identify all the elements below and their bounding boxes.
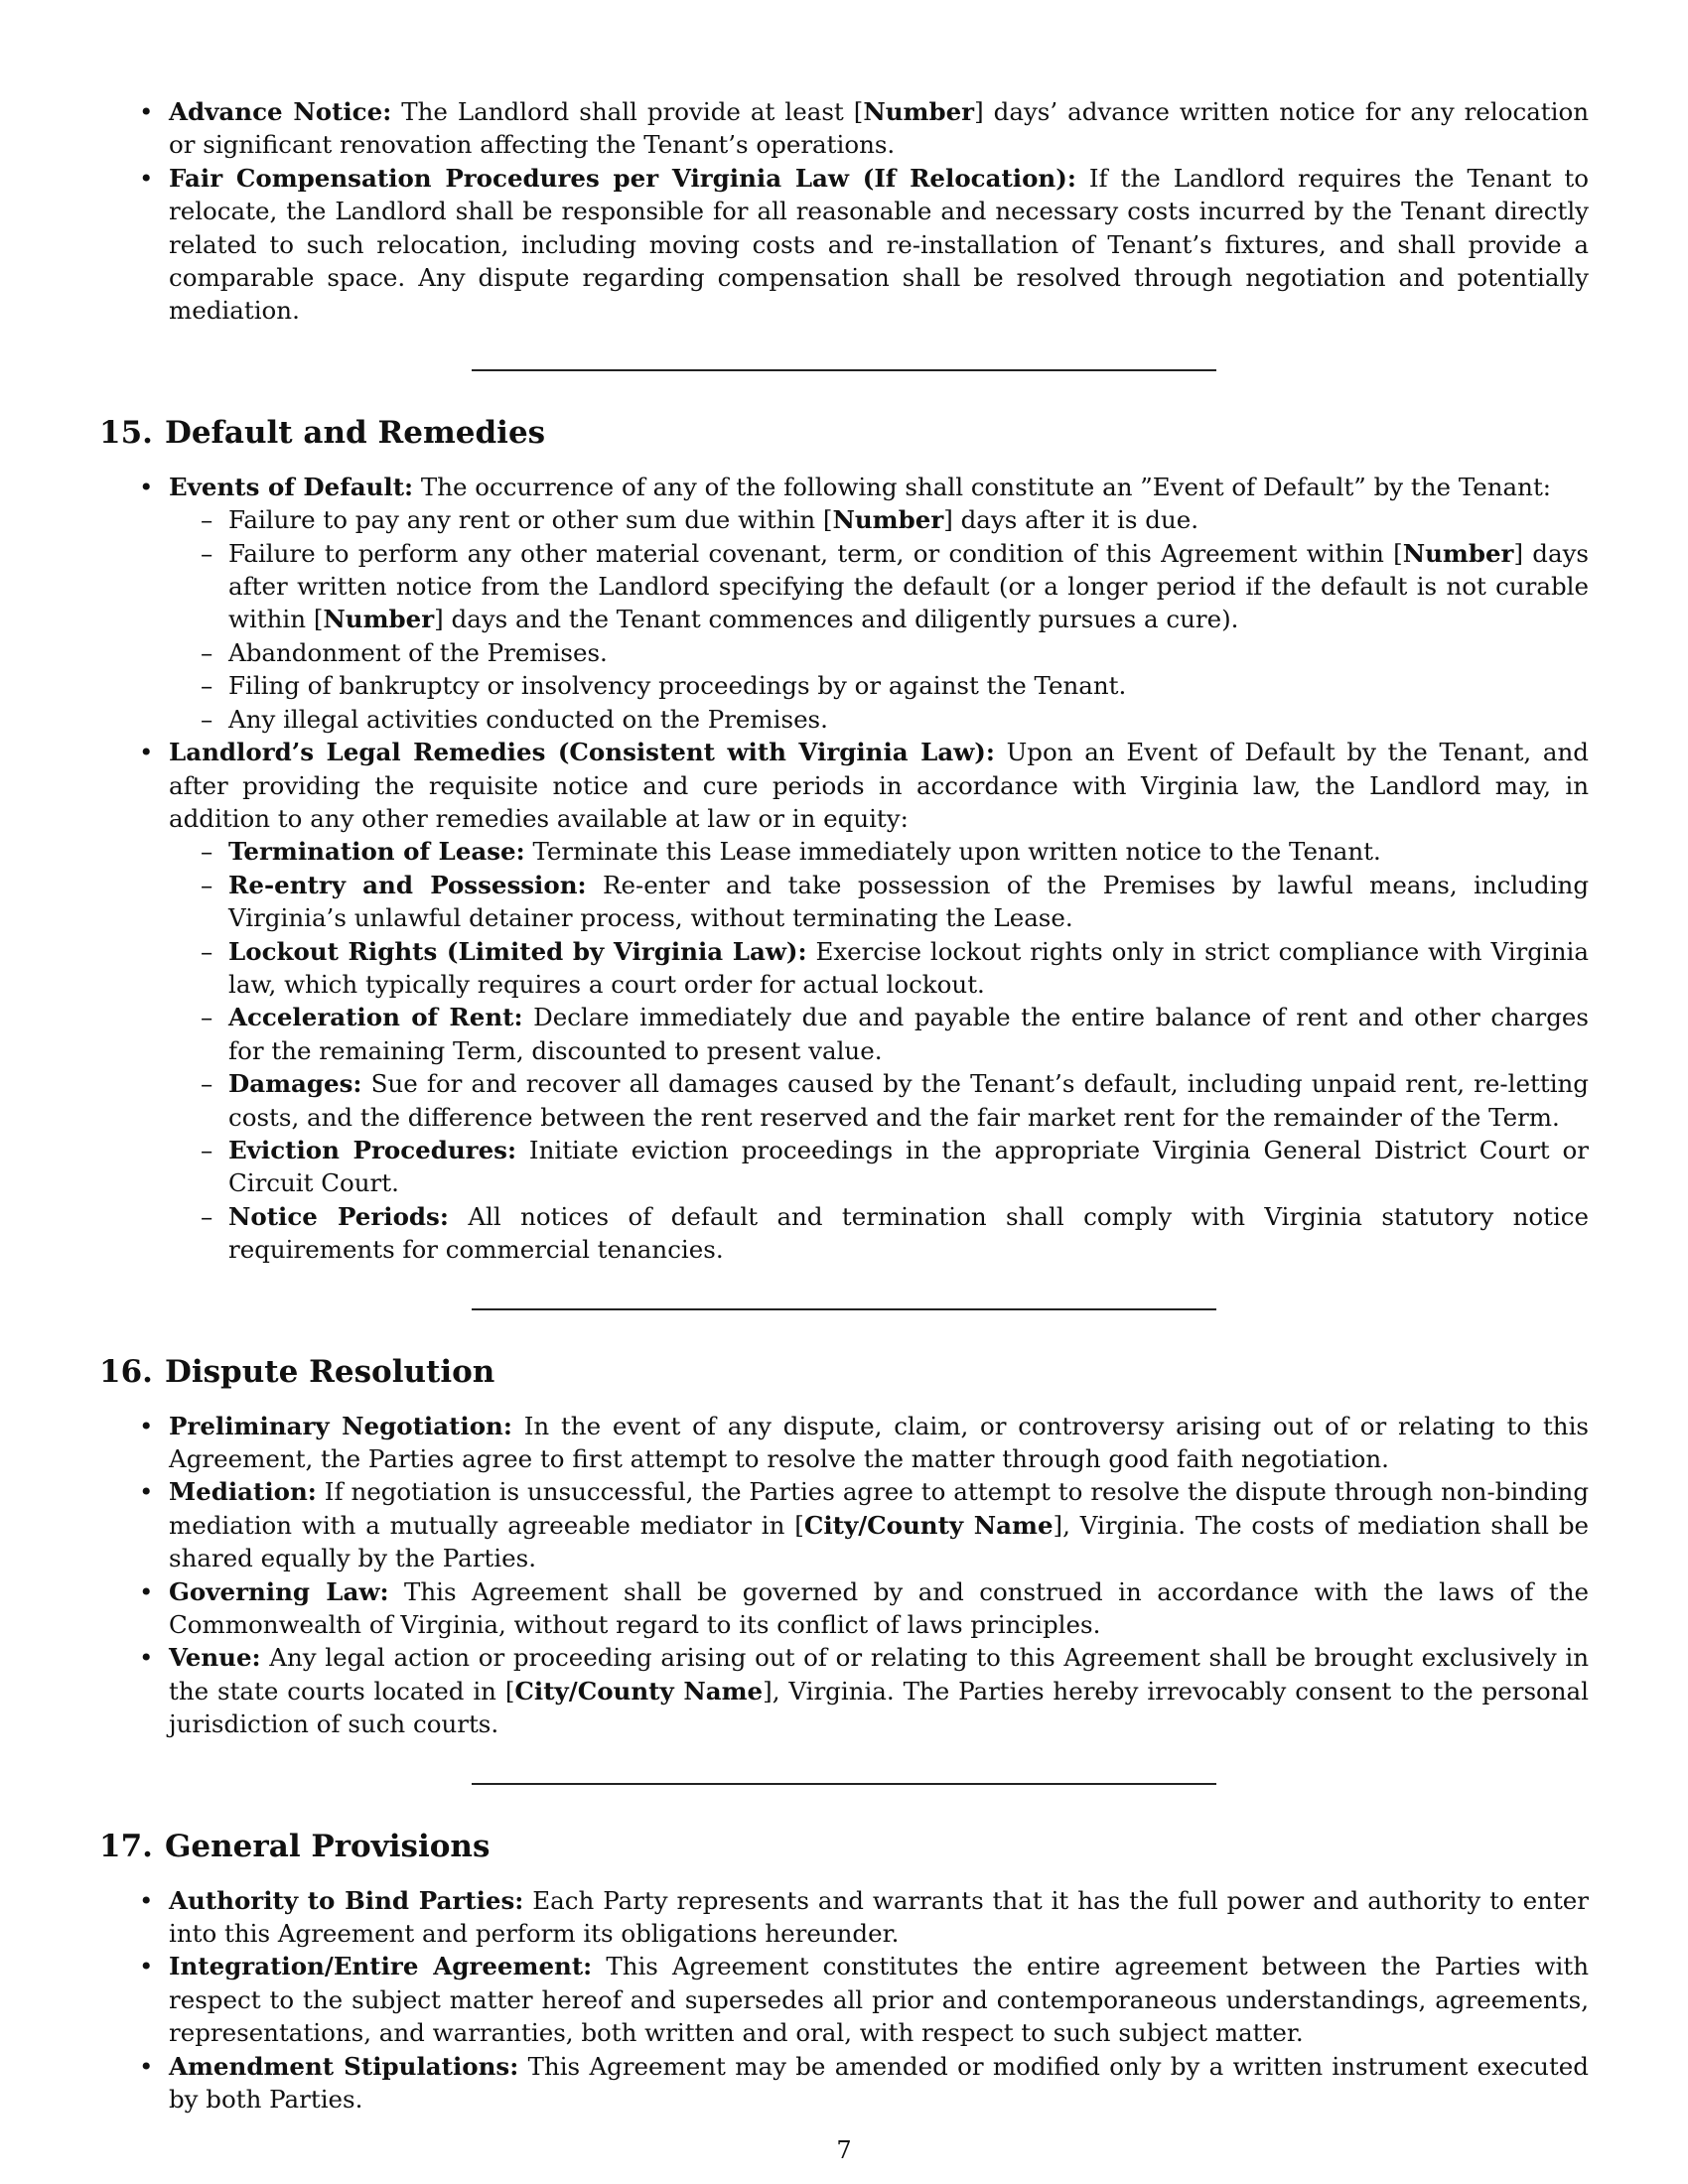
governing-law-item: • Governing Law: This Agreement shall be governed by and construed in accordance with the laws of the Commonwealth of Virginia, without regard to its conflict of laws principles. (99, 1575, 1589, 1642)
list-item: – Notice Periods: All notices of default and termination shall comply with Virginia statutory notice requirements for commercial tenancies. (169, 1200, 1589, 1267)
item-label: Lockout Rights (Limited by Virginia Law): (228, 936, 807, 966)
placeholder-field: City/County Name (514, 1676, 764, 1706)
mediation-item: • Mediation: If negotiation is unsuccessful, the Parties agree to attempt to resolve the dispute through non-binding mediation with a mutually agreeable mediator in [City/County Name], Virginia. The costs of mediation shall be shared equally by the Parties. (99, 1475, 1589, 1574)
item-label: Fair Compensation Procedures per Virginia Law (If Relocation): (169, 163, 1076, 193)
item-label: Termination of Lease: (228, 837, 525, 867)
remedies-sublist (169, 835, 1589, 1266)
venue-item: • Venue: Any legal action or proceeding arising out of or relating to this Agreement shall be brought exclusively in the state courts located in [City/County Name], Virginia. The Parties hereby irrevocably consent to the personal jurisdiction of such courts. (99, 1641, 1589, 1740)
list-item: – Failure to perform any other material covenant, term, or condition of this Agreement within [Number] days after written notice from the Landlord specifying the default (or a longer period if the default is not curable within [Number] days and the Tenant commences and diligently pursues a cure). (169, 537, 1589, 636)
list-item: – Filing of bankruptcy or insolvency proceedings by or against the Tenant. (169, 669, 1589, 702)
item-label: Preliminary Negotiation: (169, 1411, 512, 1440)
authority-item: • Authority to Bind Parties: Each Party represents and warrants that it has the full power and authority to enter into this Agreement and perform its obligations hereunder. (99, 1884, 1589, 1951)
item-label: Venue: (169, 1643, 261, 1673)
placeholder-field: Number (1402, 538, 1514, 568)
section-divider (472, 1308, 1216, 1310)
section-heading-15: 15. Default and Remedies (99, 414, 546, 451)
advance-notice-item: • Advance Notice: The Landlord shall provide at least [Number] days’ advance written notice for any relocation or significant renovation affecting the Tenant’s operations. (99, 95, 1589, 162)
placeholder-field: City/County Name (803, 1510, 1054, 1540)
item-label: Re-entry and Possession: (228, 870, 587, 899)
preliminary-negotiation-item: • Preliminary Negotiation: In the event of any dispute, claim, or controversy arising out of or relating to this Agreement, the Parties agree to first attempt to resolve the matter through good faith negotiation. (99, 1410, 1589, 1476)
list-item: – Abandonment of the Premises. (169, 636, 1589, 669)
list-item: – Damages: Sue for and recover all damages caused by the Tenant’s default, including unpaid rent, re-letting costs, and the difference between the rent reserved and the fair market rent for the remainder of the Term. (169, 1067, 1589, 1134)
section-17-list (99, 1884, 1589, 2116)
page-content (99, 95, 1589, 2116)
item-label: Events of Default: (169, 472, 414, 501)
fair-compensation-item: • Fair Compensation Procedures per Virginia Law (If Relocation): If the Landlord requires the Tenant to relocate, the Landlord shall be responsible for all reasonable and necessary costs incurred by the Tenant directly related to such relocation, including moving costs and re-installation of Tenant’s fixtures, and shall provide a comparable space. Any dispute regarding compensation shall be resolved through negotiation and potentially mediation. (99, 162, 1589, 328)
placeholder-field: Number (323, 605, 435, 634)
list-item: – Acceleration of Rent: Declare immediately due and payable the entire balance of rent and other charges for the remaining Term, discounted to present value. (169, 1001, 1589, 1067)
list-item: – Any illegal activities conducted on the Premises. (169, 703, 1589, 736)
list-item: – Eviction Procedures: Initiate eviction proceedings in the appropriate Virginia General District Court or Circuit Court. (169, 1134, 1589, 1200)
item-label: Eviction Procedures: (228, 1135, 517, 1164)
section-divider (472, 369, 1216, 371)
section-heading-16: 16. Dispute Resolution (99, 1353, 495, 1390)
placeholder-field: Number (863, 97, 975, 126)
continued-list (99, 95, 1589, 328)
section-divider (472, 1783, 1216, 1785)
item-label: Amendment Stipulations: (169, 2051, 519, 2081)
section-16-list (99, 1410, 1589, 1741)
item-label: Advance Notice: (169, 97, 392, 126)
item-label: Authority to Bind Parties: (169, 1885, 524, 1915)
section-heading-17: 17. General Provisions (99, 1828, 491, 1864)
item-label: Landlord’s Legal Remedies (Consistent with Virginia Law): (169, 738, 995, 767)
section-15-list (99, 471, 1589, 1267)
list-item: – Failure to pay any rent or other sum due within [Number] days after it is due. (169, 503, 1589, 536)
placeholder-field: Number (832, 505, 944, 535)
item-label: Damages: (228, 1069, 362, 1099)
page-number: 7 (836, 2136, 852, 2164)
events-sublist (169, 503, 1589, 736)
legal-remedies-item: • Landlord’s Legal Remedies (Consistent with Virginia Law): Upon an Event of Default by the Tenant, and after providing the requisite notice and cure periods in accordance with Virginia law, the Landlord may, in addition to any other remedies available at law or in equity: – Termination of Lease: Terminate this Lease immediately upon written notice to the Tenant. – Re-entry and Possession: Re-enter and take possession of the Premises by lawful means, including Virginia’s unlawful detainer process, without terminating the Lease. – Lockout Rights (Limited by Virginia Law): Exercise lockout rights only in strict compliance with Virginia law, which typically requires a court order for actual lockout. – Acceleration of Rent: Declare immediately due and payable the entire balance of rent and other charges for the remaining Term, discounted to present value. – Damages: Sue for and recover all damages caused by the Tenant’s default, including unpaid rent, re-letting costs, and the difference between the rent reserved and the fair market rent for the remainder of the Term. – Eviction Procedures: Initiate eviction proceedings in the appropriate Virginia General District Court or Circuit Court. – Notice Periods: All notices of default and termination shall comply with Virginia statutory notice requirements for commercial tenancies. (99, 736, 1589, 1267)
item-label: Mediation: (169, 1477, 317, 1507)
item-label: Acceleration of Rent: (228, 1003, 523, 1032)
amendment-item: • Amendment Stipulations: This Agreement may be amended or modified only by a written instrument executed by both Parties. (99, 2050, 1589, 2116)
item-label: Notice Periods: (228, 1201, 449, 1231)
item-label: Integration/Entire Agreement: (169, 1952, 593, 1981)
list-item: – Re-entry and Possession: Re-enter and take possession of the Premises by lawful means, including Virginia’s unlawful detainer process, without terminating the Lease. (169, 869, 1589, 935)
item-label: Governing Law: (169, 1576, 389, 1606)
list-item: – Termination of Lease: Terminate this Lease immediately upon written notice to the Tenant. (169, 835, 1589, 868)
integration-item: • Integration/Entire Agreement: This Agreement constitutes the entire agreement between the Parties with respect to the subject matter hereof and supersedes all prior and contemporaneous understandings, agreements, representations, and warranties, both written and oral, with respect to such subject matter. (99, 1950, 1589, 2049)
events-of-default-item: • Events of Default: The occurrence of any of the following shall constitute an ”Event of Default” by the Tenant: – Failure to pay any rent or other sum due within [Number] days after it is due. – Failure to perform any other material covenant, term, or condition of this Agreement within [Number] days after written notice from the Landlord specifying the default (or a longer period if the default is not curable within [Number] days and the Tenant commences and diligently pursues a cure). – Abandonment of the Premises. – Filing of bankruptcy or insolvency proceedings by or against the Tenant. – Any illegal activities conducted on the Premises. (99, 471, 1589, 736)
list-item: – Lockout Rights (Limited by Virginia Law): Exercise lockout rights only in strict compliance with Virginia law, which typically requires a court order for actual lockout. (169, 935, 1589, 1002)
